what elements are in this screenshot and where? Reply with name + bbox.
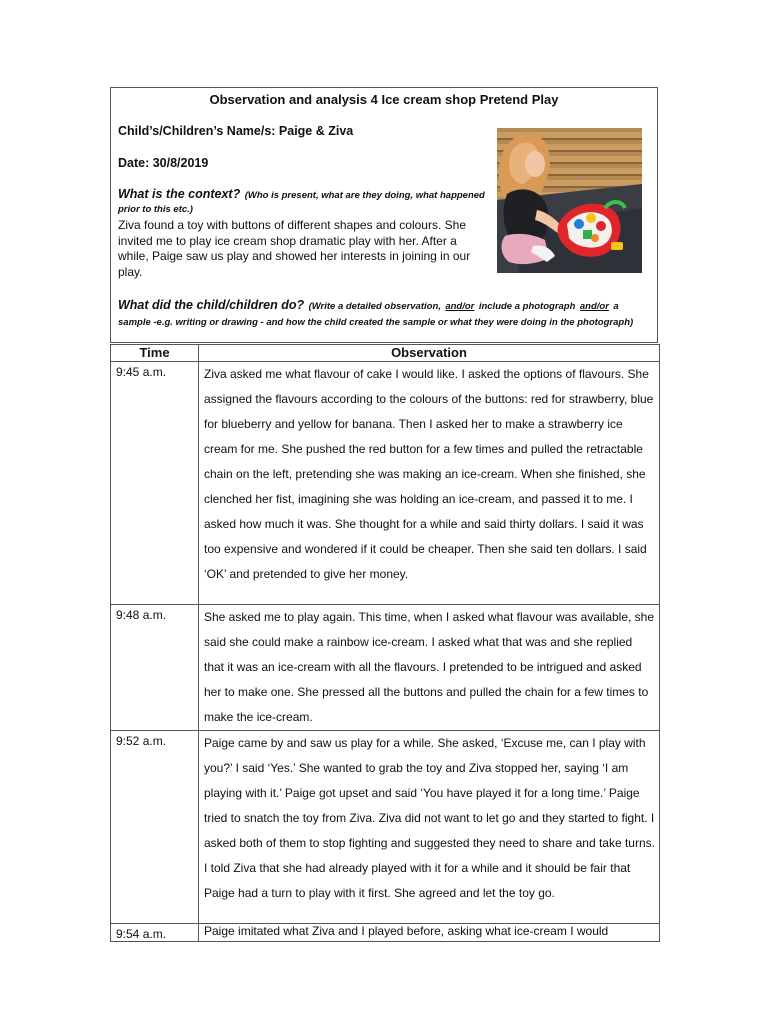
children-names: Child’s/Children’s Name/s: Paige & Ziva — [118, 124, 354, 138]
row-time: 9:52 a.m. — [111, 731, 199, 924]
document-title: Observation and analysis 4 Ice cream shop Pretend Play — [209, 92, 559, 107]
row-observation: Ziva asked me what flavour of cake I would like. I asked the options of flavours. She assigned the flavours according to the colours of the buttons: red for strawberry, blue for blueberry and yellow for banana. Then I asked her to make a strawberry ice cream for me. She pushed the red button for a few times and pulled the retractable chain on the left, pretending she was making an ice-cream. When she finished, she clenched her fist, imagining she was holding an ice-cream, and passed it to me. I asked how much it was. She thought for a while and said thirty dollars. I said it was too expensive and wondered if it could be cheaper. Then she said ten dollars. I said ‘OK’ and pretended to give her money. — [199, 362, 660, 605]
table-header-row — [111, 345, 660, 362]
table-row — [111, 362, 660, 605]
observation-table — [110, 344, 660, 942]
observation-column-header: Observation — [199, 345, 660, 362]
did-hint-part-3: a sample -e.g. writing or drawing - and how the child created the sample or what they were doing in the photograph) — [118, 301, 634, 328]
did-hint-part-1: (Write a detailed observation, — [308, 301, 441, 312]
observation-header-box — [110, 87, 658, 343]
did-hint-andor-2: and/or — [579, 301, 609, 312]
context-text: Ziva found a toy with buttons of different shapes and colours. She invited me to play ice cream shop dramatic play with her. After a while, Paige saw us play and showed her interests in joining in our play. — [118, 218, 471, 279]
context-hint: (Who is present, what are they doing, what happened prior to this etc.) — [118, 190, 485, 215]
time-column-header: Time — [111, 345, 199, 362]
row-observation: Paige imitated what Ziva and I played before, asking what ice-cream I would — [199, 924, 660, 942]
table-row — [111, 605, 660, 731]
observation-date: Date: 30/8/2019 — [118, 156, 209, 170]
row-time: 9:54 a.m. — [111, 924, 199, 942]
did-hint-part-2: include a photograph — [478, 301, 576, 312]
did-heading — [118, 298, 653, 329]
table-row — [111, 731, 660, 924]
row-time: 9:45 a.m. — [111, 362, 199, 605]
context-heading — [118, 188, 488, 216]
row-time: 9:48 a.m. — [111, 605, 199, 731]
did-hint-andor-1: and/or — [445, 301, 475, 312]
context-question: What is the context? — [118, 187, 241, 201]
photo-of-child-playing-with-toy — [497, 128, 642, 273]
row-observation: Paige came by and saw us play for a while. She asked, ‘Excuse me, can I play with you?’ I said ‘Yes.’ She wanted to grab the toy and Ziva stopped her, saying ‘I am playing with it.’ Paige got upset and said ‘You have played it for a long time.’ Paige tried to snatch the toy from Ziva. Ziva did not want to let go and they started to fight. I asked both of them to stop fighting and suggested they need to share and take turns. I told Ziva that she had already played with it for a while and it should be fair that Paige had a turn to play with it first. She agreed and let the toy go. — [199, 731, 660, 924]
did-question: What did the child/children do? — [118, 298, 305, 312]
table-row — [111, 924, 660, 942]
row-observation: She asked me to play again. This time, when I asked what flavour was available, she said she could make a rainbow ice-cream. I asked what that was and she replied that it was an ice-cream with all the flavours. I pretended to be intrigued and asked her to make one. She pressed all the buttons and pulled the chain for a few times to make the ice-cream. — [199, 605, 660, 731]
